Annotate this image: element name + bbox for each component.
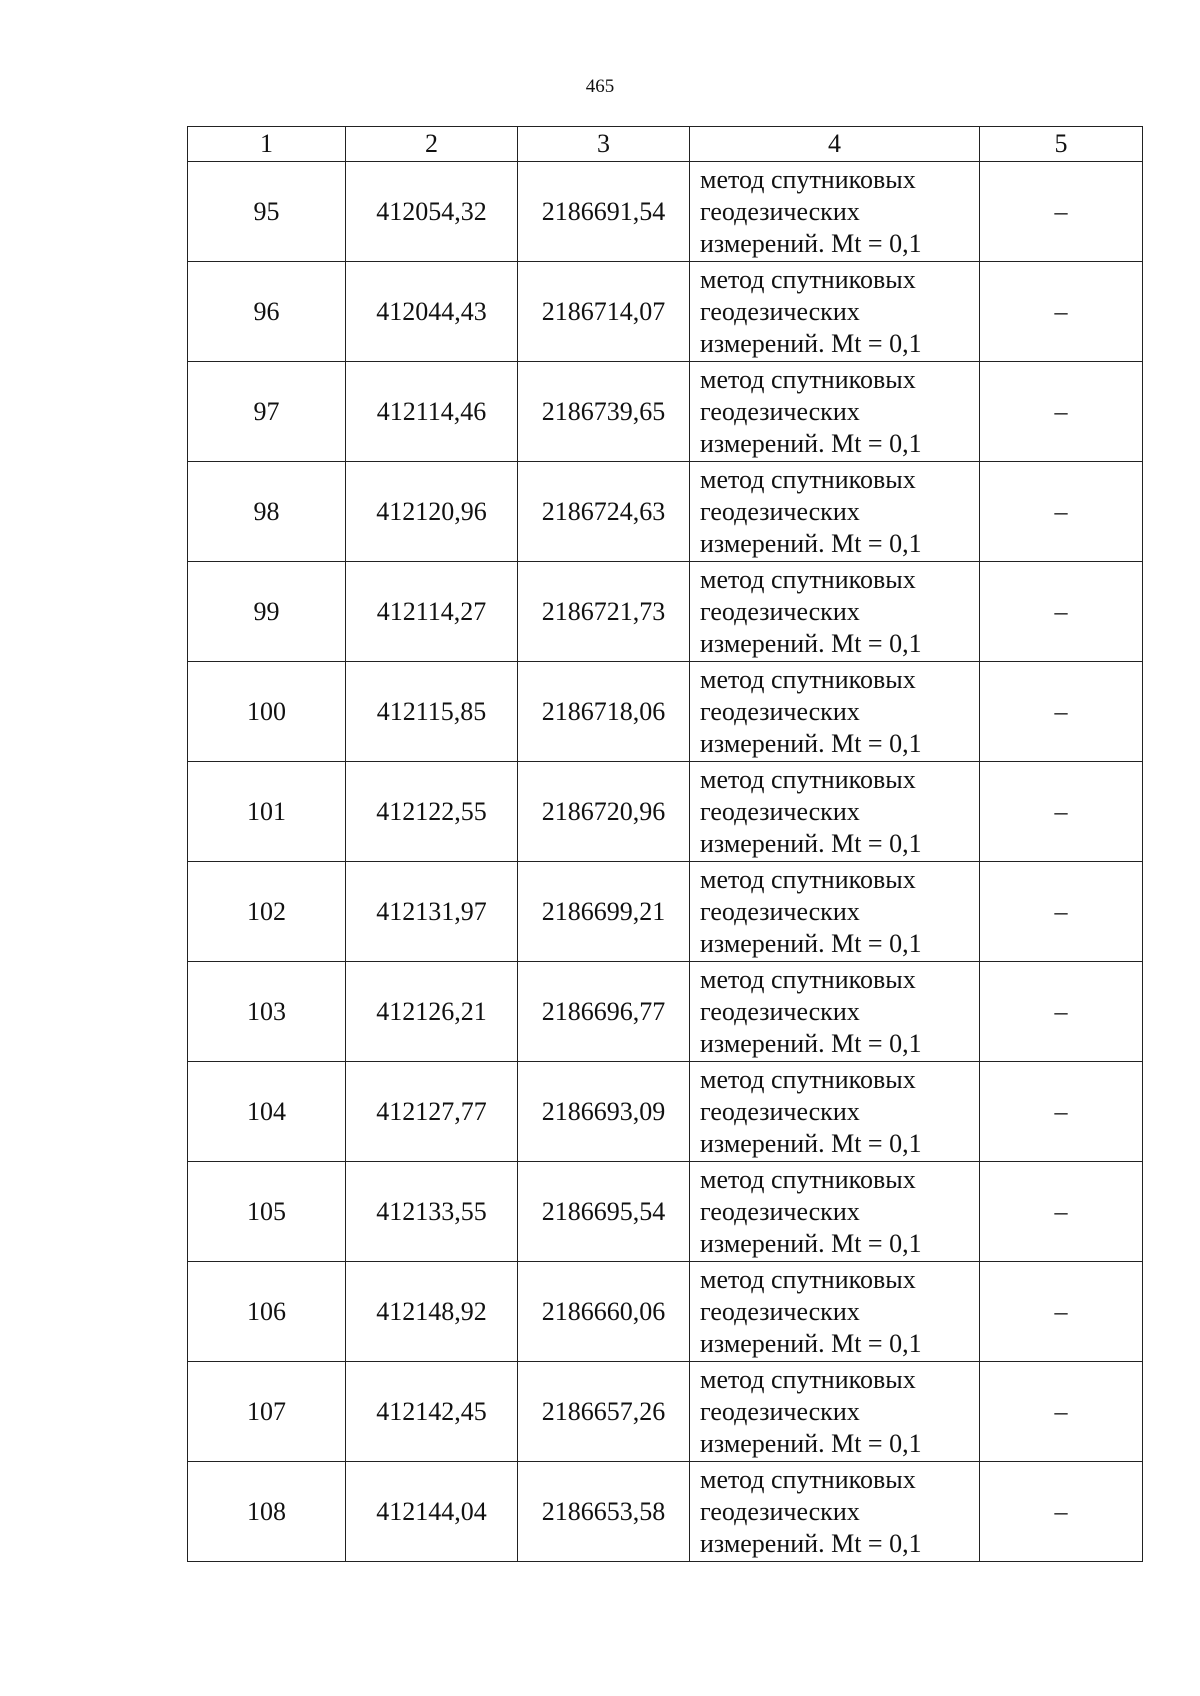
note-cell: – xyxy=(980,662,1143,762)
table-row xyxy=(188,462,1143,562)
point-number: 96 xyxy=(188,262,346,362)
note-cell: – xyxy=(980,1162,1143,1262)
point-number: 106 xyxy=(188,1262,346,1362)
method-line-3: измерений. Mt = 0,1 xyxy=(700,428,922,458)
method-description xyxy=(690,362,980,462)
method-description xyxy=(690,962,980,1062)
method-line-1: метод спутниковых xyxy=(700,1464,916,1494)
coordinate-y: 2186657,26 xyxy=(518,1362,690,1462)
method-line-1: метод спутниковых xyxy=(700,1364,916,1394)
coordinate-x: 412142,45 xyxy=(346,1362,518,1462)
table-row xyxy=(188,1262,1143,1362)
method-line-3: измерений. Mt = 0,1 xyxy=(700,1528,922,1558)
point-number: 98 xyxy=(188,462,346,562)
coordinate-x: 412114,46 xyxy=(346,362,518,462)
coordinate-y: 2186721,73 xyxy=(518,562,690,662)
method-line-1: метод спутниковых xyxy=(700,764,916,794)
method-line-1: метод спутниковых xyxy=(700,264,916,294)
coordinate-x: 412148,92 xyxy=(346,1262,518,1362)
method-line-1: метод спутниковых xyxy=(700,964,916,994)
table-header-row xyxy=(188,127,1143,162)
method-description xyxy=(690,562,980,662)
table-row xyxy=(188,1062,1143,1162)
method-description xyxy=(690,862,980,962)
method-line-2: геодезических xyxy=(700,696,860,726)
table-row xyxy=(188,1462,1143,1562)
method-description xyxy=(690,262,980,362)
method-line-2: геодезических xyxy=(700,596,860,626)
coordinate-x: 412127,77 xyxy=(346,1062,518,1162)
point-number: 101 xyxy=(188,762,346,862)
method-line-2: геодезических xyxy=(700,1196,860,1226)
method-line-3: измерений. Mt = 0,1 xyxy=(700,1228,922,1258)
coordinate-y: 2186699,21 xyxy=(518,862,690,962)
note-cell: – xyxy=(980,862,1143,962)
method-line-3: измерений. Mt = 0,1 xyxy=(700,1328,922,1358)
method-line-2: геодезических xyxy=(700,396,860,426)
table-row xyxy=(188,862,1143,962)
point-number: 95 xyxy=(188,162,346,262)
column-header-4: 4 xyxy=(690,127,980,162)
coordinate-x: 412115,85 xyxy=(346,662,518,762)
note-cell: – xyxy=(980,962,1143,1062)
table-row xyxy=(188,762,1143,862)
coordinates-table xyxy=(187,126,1143,1562)
note-cell: – xyxy=(980,562,1143,662)
method-line-3: измерений. Mt = 0,1 xyxy=(700,1428,922,1458)
coordinate-x: 412114,27 xyxy=(346,562,518,662)
note-cell: – xyxy=(980,462,1143,562)
coordinate-x: 412122,55 xyxy=(346,762,518,862)
method-line-2: геодезических xyxy=(700,1496,860,1526)
column-header-5: 5 xyxy=(980,127,1143,162)
coordinate-x: 412054,32 xyxy=(346,162,518,262)
method-line-1: метод спутниковых xyxy=(700,864,916,894)
method-line-1: метод спутниковых xyxy=(700,464,916,494)
method-line-1: метод спутниковых xyxy=(700,1064,916,1094)
table-row xyxy=(188,1162,1143,1262)
method-line-2: геодезических xyxy=(700,896,860,926)
note-cell: – xyxy=(980,162,1143,262)
point-number: 97 xyxy=(188,362,346,462)
note-cell: – xyxy=(980,1462,1143,1562)
point-number: 104 xyxy=(188,1062,346,1162)
method-line-3: измерений. Mt = 0,1 xyxy=(700,628,922,658)
method-description xyxy=(690,662,980,762)
method-description xyxy=(690,762,980,862)
coordinate-y: 2186693,09 xyxy=(518,1062,690,1162)
coordinate-x: 412144,04 xyxy=(346,1462,518,1562)
method-line-3: измерений. Mt = 0,1 xyxy=(700,828,922,858)
table-row xyxy=(188,362,1143,462)
table-row xyxy=(188,562,1143,662)
method-line-2: геодезических xyxy=(700,1096,860,1126)
method-line-2: геодезических xyxy=(700,1396,860,1426)
table-row xyxy=(188,662,1143,762)
point-number: 107 xyxy=(188,1362,346,1462)
note-cell: – xyxy=(980,262,1143,362)
method-line-3: измерений. Mt = 0,1 xyxy=(700,328,922,358)
coordinate-y: 2186720,96 xyxy=(518,762,690,862)
coordinate-y: 2186660,06 xyxy=(518,1262,690,1362)
coordinate-y: 2186695,54 xyxy=(518,1162,690,1262)
table-row xyxy=(188,962,1143,1062)
method-line-3: измерений. Mt = 0,1 xyxy=(700,728,922,758)
point-number: 108 xyxy=(188,1462,346,1562)
method-description xyxy=(690,462,980,562)
point-number: 99 xyxy=(188,562,346,662)
method-line-2: геодезических xyxy=(700,1296,860,1326)
coordinate-y: 2186696,77 xyxy=(518,962,690,1062)
method-line-1: метод спутниковых xyxy=(700,364,916,394)
coordinate-x: 412131,97 xyxy=(346,862,518,962)
coordinate-y: 2186653,58 xyxy=(518,1462,690,1562)
note-cell: – xyxy=(980,1362,1143,1462)
method-line-3: измерений. Mt = 0,1 xyxy=(700,1028,922,1058)
method-description xyxy=(690,162,980,262)
method-description xyxy=(690,1362,980,1462)
note-cell: – xyxy=(980,1262,1143,1362)
note-cell: – xyxy=(980,1062,1143,1162)
method-line-1: метод спутниковых xyxy=(700,1264,916,1294)
column-header-1: 1 xyxy=(188,127,346,162)
method-description xyxy=(690,1162,980,1262)
method-line-2: геодезических xyxy=(700,796,860,826)
coordinate-y: 2186714,07 xyxy=(518,262,690,362)
method-line-2: геодезических xyxy=(700,196,860,226)
method-description xyxy=(690,1462,980,1562)
column-header-3: 3 xyxy=(518,127,690,162)
note-cell: – xyxy=(980,362,1143,462)
method-line-1: метод спутниковых xyxy=(700,164,916,194)
method-line-1: метод спутниковых xyxy=(700,1164,916,1194)
method-line-3: измерений. Mt = 0,1 xyxy=(700,1128,922,1158)
coordinate-y: 2186739,65 xyxy=(518,362,690,462)
point-number: 105 xyxy=(188,1162,346,1262)
point-number: 102 xyxy=(188,862,346,962)
coordinate-y: 2186718,06 xyxy=(518,662,690,762)
coordinate-x: 412044,43 xyxy=(346,262,518,362)
method-description xyxy=(690,1062,980,1162)
note-cell: – xyxy=(980,762,1143,862)
method-line-2: геодезических xyxy=(700,496,860,526)
table-body xyxy=(188,162,1143,1562)
coordinate-x: 412126,21 xyxy=(346,962,518,1062)
column-header-2: 2 xyxy=(346,127,518,162)
method-line-1: метод спутниковых xyxy=(700,564,916,594)
method-description xyxy=(690,1262,980,1362)
coordinate-x: 412133,55 xyxy=(346,1162,518,1262)
method-line-1: метод спутниковых xyxy=(700,664,916,694)
table-row xyxy=(188,1362,1143,1462)
point-number: 103 xyxy=(188,962,346,1062)
coordinate-y: 2186691,54 xyxy=(518,162,690,262)
coordinate-x: 412120,96 xyxy=(346,462,518,562)
method-line-2: геодезических xyxy=(700,296,860,326)
coordinate-y: 2186724,63 xyxy=(518,462,690,562)
table-row xyxy=(188,262,1143,362)
table-row xyxy=(188,162,1143,262)
point-number: 100 xyxy=(188,662,346,762)
method-line-2: геодезических xyxy=(700,996,860,1026)
method-line-3: измерений. Mt = 0,1 xyxy=(700,928,922,958)
method-line-3: измерений. Mt = 0,1 xyxy=(700,528,922,558)
method-line-3: измерений. Mt = 0,1 xyxy=(700,228,922,258)
page-number: 465 xyxy=(585,76,615,97)
